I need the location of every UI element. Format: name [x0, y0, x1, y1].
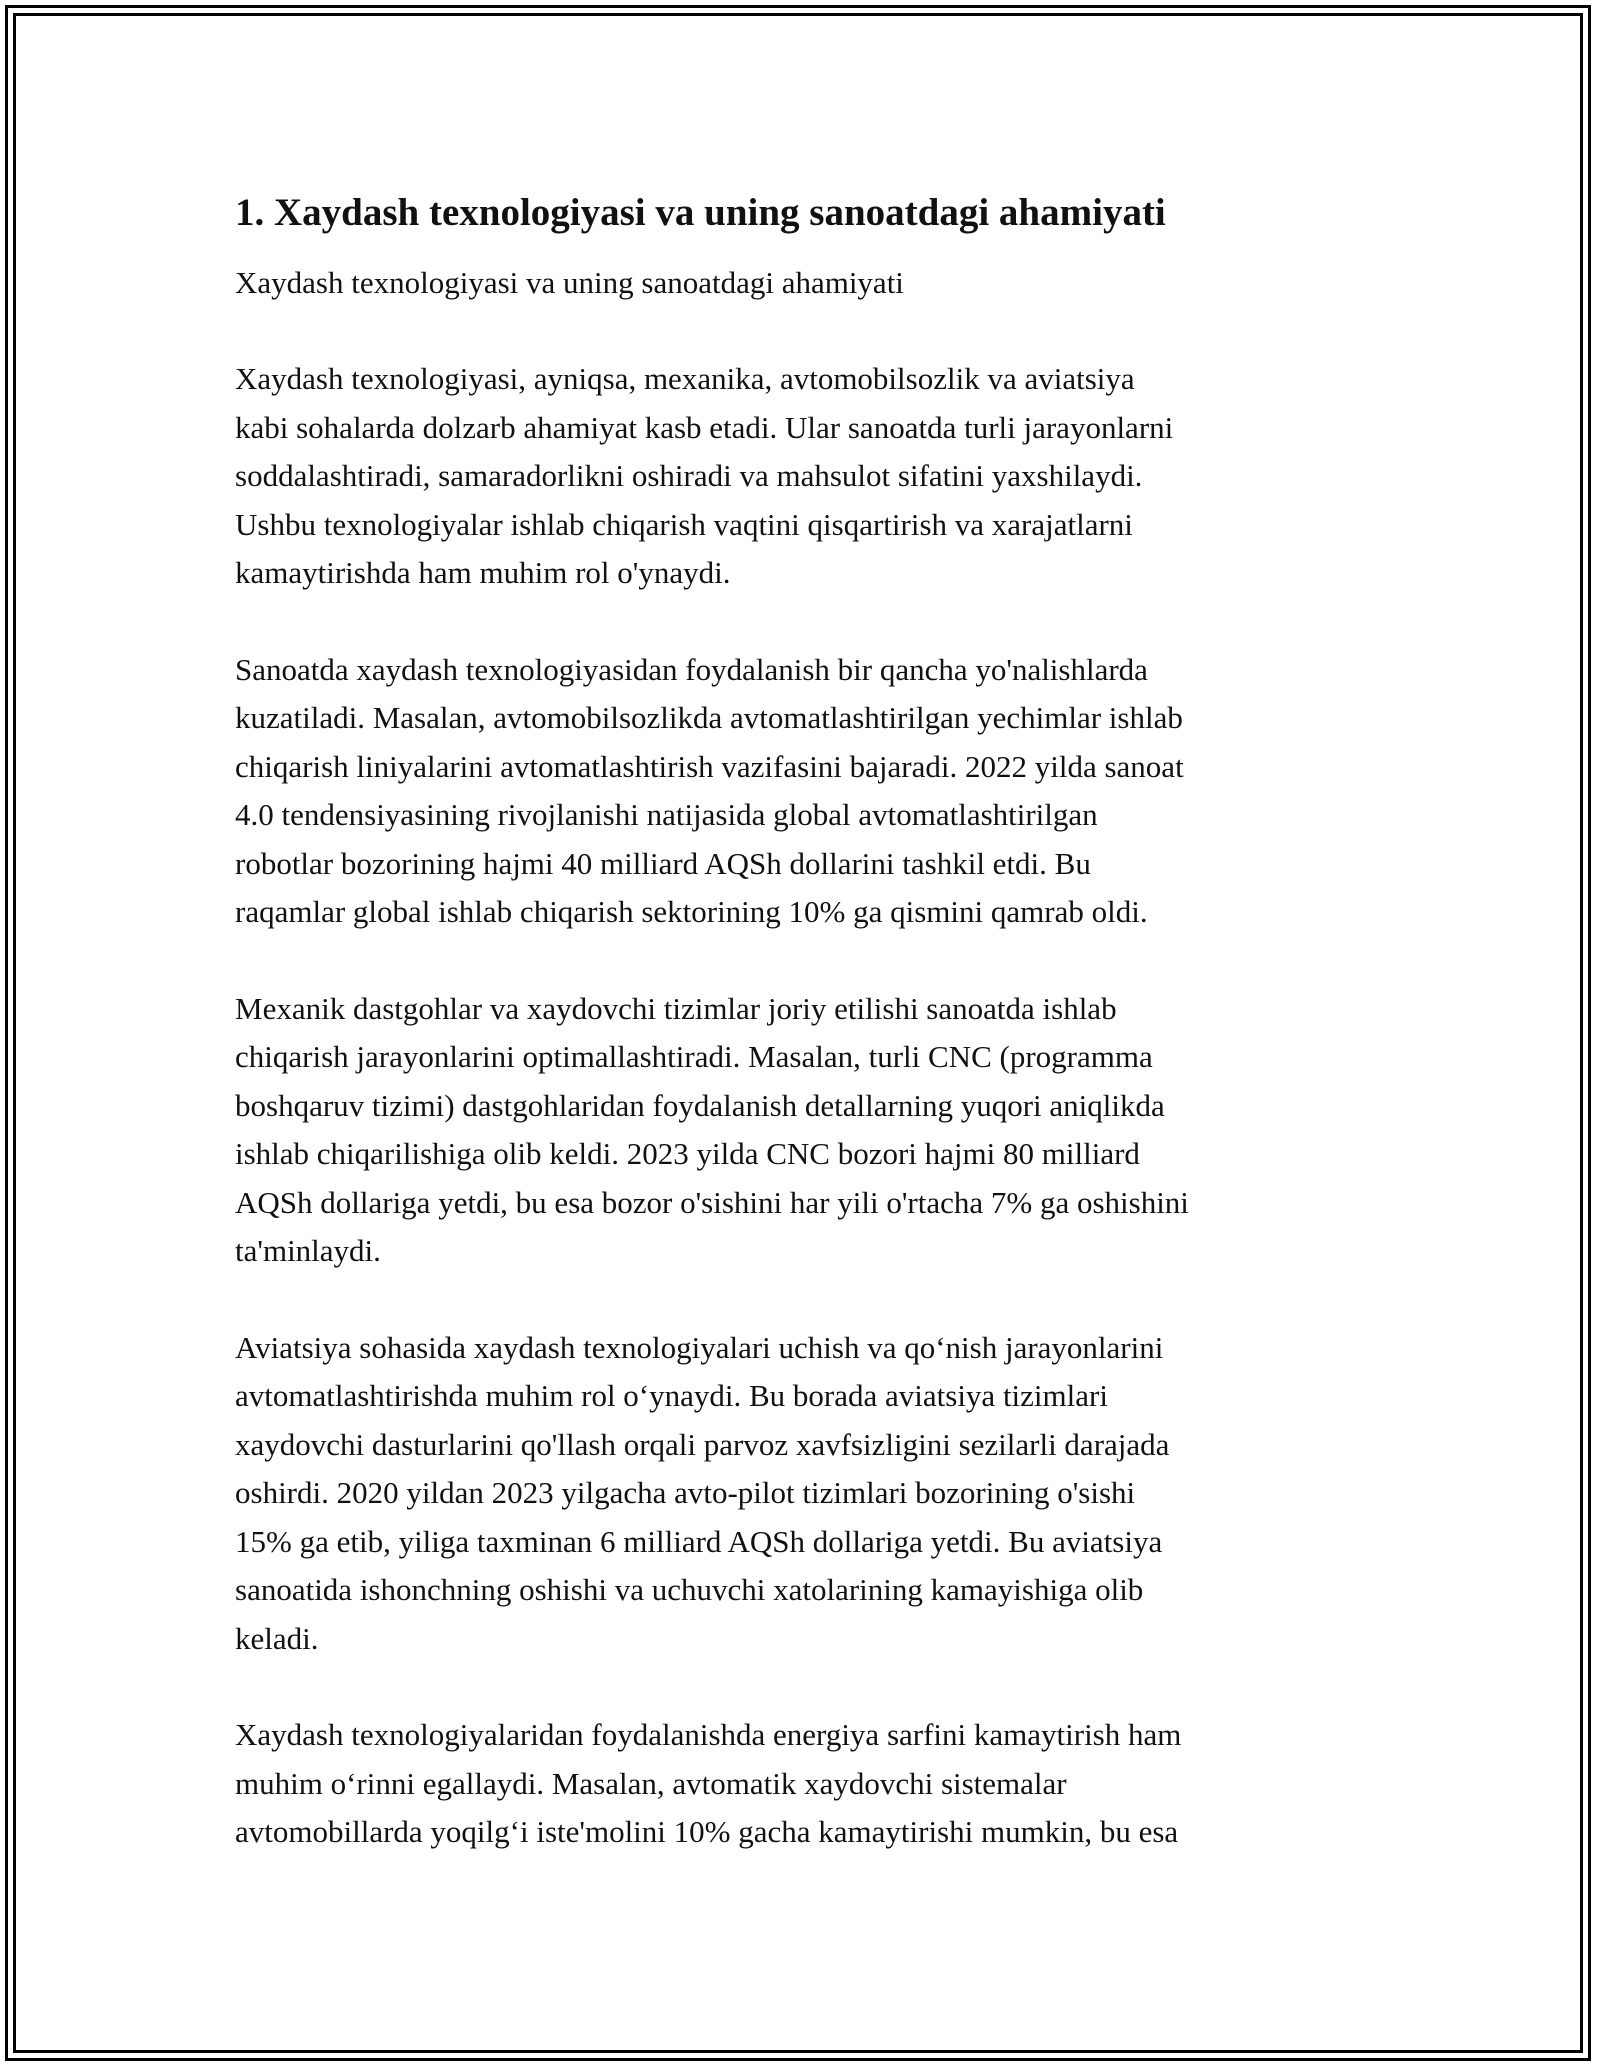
text-line: 15% ga etib, yiliga taxminan 6 milliard AQSh dollariga yetdi. Bu aviatsiya [235, 1523, 1163, 1559]
paragraph-4 [235, 1324, 1365, 1664]
text-line: 4.0 tendensiyasining rivojlanishi natijasida global avtomatlashtirilgan [235, 797, 1098, 832]
text-line: soddalashtiradi, samaradorlikni oshiradi va mahsulot sifatini yaxshilaydi. [235, 458, 1143, 493]
paragraph-1 [235, 355, 1365, 598]
text-line: xaydovchi dasturlarini qo'llash orqali parvoz xavfsizligini sezilarli darajada [235, 1426, 1170, 1462]
text-line: Ushbu texnologiyalar ishlab chiqarish vaqtini qisqartirish va xarajatlarni [235, 506, 1133, 542]
text-line: AQSh dollariga yetdi, bu esa bozor o'sishini har yili o'rtacha 7% ga oshishini [235, 1184, 1189, 1220]
paragraph-5 [235, 1711, 1365, 1857]
text-line: raqamlar global ishlab chiqarish sektorining 10% ga qismini qamrab oldi. [235, 894, 1148, 929]
text-line: keladi. [235, 1620, 319, 1656]
text-line: kuzatiladi. Masalan, avtomobilsozlikda avtomatlashtirilgan yechimlar ishlab [235, 700, 1183, 735]
paragraph-2 [235, 646, 1365, 937]
text-line: avtomatlashtirishda muhim rol o‘ynaydi. Bu borada aviatsiya tizimlari [235, 1378, 1108, 1413]
text-line: Mexanik dastgohlar va xaydovchi tizimlar joriy etilishi sanoatda ishlab [235, 990, 1117, 1026]
text-line: Aviatsiya sohasida xaydash texnologiyalari uchish va qo‘nish jarayonlarini [235, 1329, 1164, 1365]
text-line: chiqarish jarayonlarini optimallashtiradi. Masalan, turli CNC (programma [235, 1039, 1153, 1074]
text-line: oshirdi. 2020 yildan 2023 yilgacha avto-pilot tizimlari bozorining o'sishi [235, 1475, 1136, 1510]
text-line: muhim o‘rinni egallaydi. Masalan, avtomatik xaydovchi sistemalar [235, 1765, 1067, 1801]
document-page [235, 185, 1365, 1905]
text-line: avtomobillarda yoqilg‘i iste'molini 10% gacha kamaytirishi mumkin, bu esa [235, 1814, 1179, 1849]
document-heading: 1. Xaydash texnologiyasi va uning sanoatdagi ahamiyati [235, 191, 1166, 234]
paragraph-3 [235, 985, 1365, 1276]
text-line: ta'minlaydi. [235, 1233, 381, 1268]
text-line: sanoatida ishonchning oshishi va uchuvchi xatolarining kamayishiga olib [235, 1572, 1144, 1607]
text-line: ishlab chiqarilishiga olib keldi. 2023 yilda CNC bozori hajmi 80 milliard [235, 1136, 1140, 1171]
text-line: robotlar bozorining hajmi 40 milliard AQSh dollarini tashkil etdi. Bu [235, 845, 1091, 881]
document-subtitle: Xaydash texnologiyasi va uning sanoatdagi ahamiyati [235, 265, 904, 300]
text-line: chiqarish liniyalarini avtomatlashtirish vazifasini bajaradi. 2022 yilda sanoat [235, 748, 1184, 784]
text-line: Xaydash texnologiyasi, ayniqsa, mexanika, avtomobilsozlik va aviatsiya [235, 361, 1135, 396]
text-line: kamaytirishda ham muhim rol o'ynaydi. [235, 555, 731, 590]
text-line: Sanoatda xaydash texnologiyasidan foydalanish bir qancha yo'nalishlarda [235, 651, 1148, 687]
text-line: Xaydash texnologiyalaridan foydalanishda energiya sarfini kamaytirish ham [235, 1717, 1182, 1752]
text-line: kabi sohalarda dolzarb ahamiyat kasb etadi. Ular sanoatda turli jarayonlarni [235, 409, 1174, 445]
text-line: boshqaruv tizimi) dastgohlaridan foydalanish detallarning yuqori aniqlikda [235, 1087, 1165, 1123]
